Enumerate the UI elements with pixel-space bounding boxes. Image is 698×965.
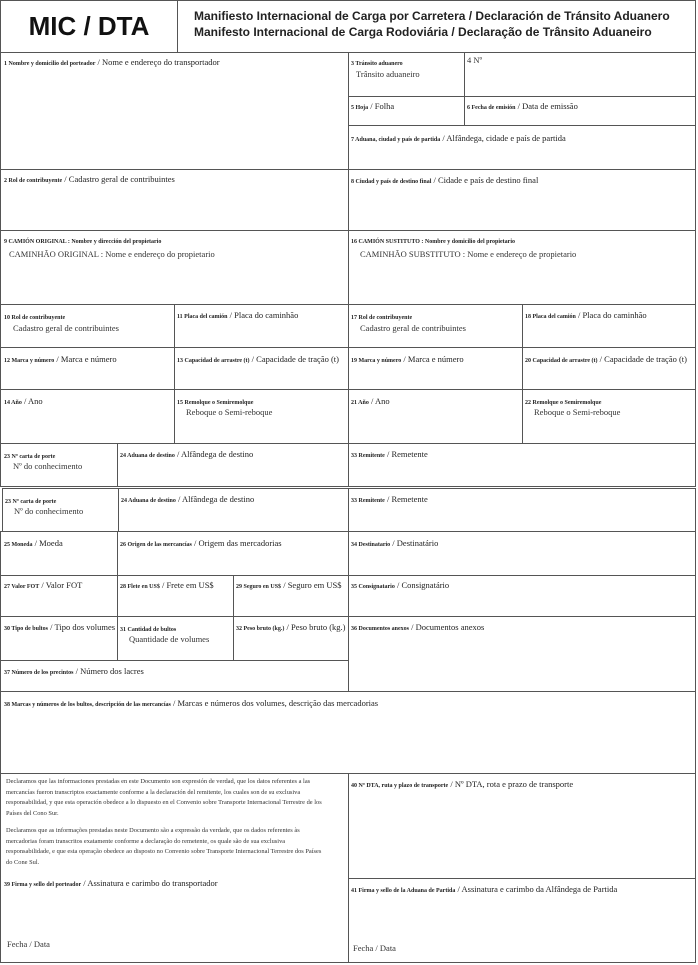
field-15-label: 15 Remolque o Semiremolque — [177, 400, 254, 406]
field-6-box[interactable] — [464, 96, 696, 126]
field-2-box[interactable] — [0, 169, 349, 231]
field-33-label: 33 Remitente / Remetente — [351, 449, 428, 459]
field-14-box[interactable] — [0, 389, 175, 444]
field-39-box[interactable] — [0, 773, 349, 963]
field-4-box[interactable] — [464, 52, 696, 97]
field-23b-label: 23 Nº carta de porte — [5, 499, 57, 505]
field-29-box[interactable] — [233, 575, 349, 617]
field-23-sub: Nº do conhecimento — [13, 461, 83, 471]
field-5-box[interactable] — [348, 96, 465, 126]
field-35-label: 35 Consignatario / Consignatário — [351, 580, 450, 590]
field-16-sub: CAMINHÃO SUBSTITUTO : Nome e endereço de propietario — [360, 249, 577, 259]
field-34-label: 34 Destinatario / Destinatário — [351, 538, 439, 548]
field-23-box[interactable] — [0, 443, 118, 487]
field-25-label: 25 Moneda / Moeda — [4, 538, 63, 548]
field-37-label: 37 Número de los precintos / Número dos lacres — [4, 666, 144, 676]
field-31-label: 31 Cantidad de bultos — [120, 627, 177, 633]
field-10-label: 10 Rol de contribuyente — [4, 315, 66, 321]
field-40-box[interactable] — [348, 773, 696, 879]
field-28-box[interactable] — [117, 575, 234, 617]
field-9-box[interactable] — [0, 230, 349, 305]
field-39-label: 39 Firma y sello del porteador / Assinatura e carimbo do transportador — [4, 878, 218, 888]
field-1-box[interactable] — [0, 52, 349, 170]
field-5-label: 5 Hoja / Folha — [351, 101, 395, 111]
field-19-label: 19 Marca y número / Marca e número — [351, 354, 464, 364]
field-17-label: 17 Rol de contribuyente — [351, 315, 413, 321]
field-20-label: 20 Capacidad de arrastre (t) / Capacidade de tração (t) — [525, 354, 687, 364]
field-18-label: 18 Placa del camión / Placa do caminhão — [525, 310, 647, 320]
field-3-box[interactable] — [348, 52, 465, 97]
field-24-box[interactable] — [117, 443, 349, 487]
field-23b-sub: Nº do conhecimento — [14, 506, 84, 516]
declaration-pt: Declaramos que as informações prestadas neste Documento são a expressão da verdade, que os dados referentes às mercadorias foram transcritos exatamente conforme a declaração do remetente, os quale são de sua exclusiva responsabilidade, e que esta operação obedece ao disposto no Convenio sobre Transporte Internacional Terrestre dos Países do Cone Sul. — [6, 827, 322, 866]
field-8-box[interactable] — [348, 169, 696, 231]
field-9-label: 9 CAMIÓN ORIGINAL : Nombre y dirección del propietario — [4, 239, 162, 245]
field-17-sub: Cadastro geral de contribuintes — [360, 323, 466, 333]
field-12-box[interactable] — [0, 347, 175, 390]
field-32-box[interactable] — [233, 616, 349, 661]
doc-code-title: MIC / DTA — [0, 0, 178, 53]
field-2-label: 2 Rol de contribuyente / Cadastro geral de contribuintes — [4, 174, 175, 184]
field-33b-label: 33 Remitente / Remetente — [351, 494, 428, 504]
field-27-label: 27 Valor FOT / Valor FOT — [4, 580, 83, 590]
field-13-box[interactable] — [174, 347, 349, 390]
field-30-label: 30 Tipo de bultos / Tipo dos volumes — [4, 622, 116, 632]
fecha-label-right: Fecha / Data — [353, 943, 396, 953]
field-32-label: 32 Peso bruto (kg.) / Peso bruto (kg.) — [236, 622, 346, 632]
field-26-box[interactable] — [117, 531, 349, 576]
field-27-box[interactable] — [0, 575, 118, 617]
field-28-label: 28 Flete en US$ / Frete em US$ — [120, 580, 214, 590]
field-7-label: 7 Aduana, ciudad y país de partida / Alfândega, cidade e país de partida — [351, 133, 566, 143]
field-12-label: 12 Marca y número / Marca e número — [4, 354, 117, 364]
field-9-sub: CAMINHÃO ORIGINAL : Nome e endereço do propietario — [9, 249, 215, 259]
field-13-label: 13 Capacidad de arrastre (t) / Capacidade de tração (t) — [177, 354, 339, 364]
field-16-box[interactable] — [348, 230, 696, 305]
field-33b-box[interactable] — [348, 488, 696, 532]
field-31-sub: Quantidade de volumes — [129, 634, 210, 644]
field-8-label: 8 Ciudad y país de destino final / Cidade e país de destino final — [351, 175, 539, 185]
field-30-box[interactable] — [0, 616, 118, 661]
field-24b-box[interactable] — [118, 488, 349, 532]
field-20-box[interactable] — [522, 347, 696, 390]
field-38-label: 38 Marcas y números de los bultos, descripción de las mercancías / Marcas e números dos volumes, descrição das mercadorias — [4, 698, 379, 708]
field-24b-label: 24 Aduana de destino / Alfândega de destino — [121, 494, 255, 504]
field-10-sub: Cadastro geral de contribuintes — [13, 323, 119, 333]
field-15-sub: Reboque o Semi-reboque — [186, 407, 273, 417]
field-22-sub: Reboque o Semi-reboque — [534, 407, 621, 417]
field-41-label: 41 Firma y sello de la Aduana de Partida / Assinatura e carimbo da Alfândega de Partida — [351, 884, 618, 894]
field-11-box[interactable] — [174, 304, 349, 348]
field-3-label: 3 Tránsito aduanero — [351, 61, 403, 67]
fecha-label-left: Fecha / Data — [7, 939, 50, 949]
title-es: Manifiesto Internacional de Carga por Carretera / Declaración de Tránsito Aduanero — [194, 9, 670, 23]
field-17-box[interactable] — [348, 304, 523, 348]
field-1-label: 1 Nombre y domicilio del porteador / Nome e endereço do transportador — [4, 57, 220, 67]
field-14-label: 14 Año / Ano — [4, 396, 43, 406]
field-10-box[interactable] — [0, 304, 175, 348]
field-23-label: 23 Nº carta de porte — [4, 454, 56, 460]
field-23b-box[interactable] — [2, 488, 119, 532]
field-18-box[interactable] — [522, 304, 696, 348]
field-19-box[interactable] — [348, 347, 523, 390]
field-29-label: 29 Seguro en US$ / Seguro em US$ — [236, 580, 342, 590]
field-25-box[interactable] — [0, 531, 118, 576]
field-22-label: 22 Remolque o Semiremolque — [525, 400, 602, 406]
field-4-label: 4 Nº — [467, 55, 483, 65]
field-40-label: 40 Nº DTA, ruta y plazo de transporte / Nº DTA, rota e prazo de transporte — [351, 779, 574, 789]
field-11-label: 11 Placa del camión / Placa do caminhão — [177, 310, 299, 320]
field-7-box[interactable] — [348, 125, 696, 170]
field-3-sub: Trânsito aduaneiro — [356, 69, 420, 79]
field-15-box[interactable] — [174, 389, 349, 444]
field-37-box[interactable] — [0, 660, 349, 692]
header-titles — [177, 0, 696, 53]
field-16-label: 16 CAMIÓN SUSTITUTO : Nombre y domicilio del propietario — [351, 239, 516, 245]
field-31-box[interactable] — [117, 616, 234, 661]
field-6-label: 6 Fecha de emisión / Data de emissão — [467, 101, 578, 111]
title-pt: Manifesto Internacional de Carga Rodoviária / Declaração de Trânsito Aduaneiro — [194, 25, 652, 39]
declaration-es: Declaramos que las informaciones prestadas en este Documento son expresión de verdad, que los datos referentes a las mercancías fueron transcriptos exactamente conforme a la declaración del remitente, los cuales son de su exclusiva responsabilidad, y que esta operación obedece a lo dispuesto en el Convenio sobre Transporte Internacional Terrestre de los Países del Cono Sur. — [6, 778, 322, 817]
field-33-box[interactable] — [348, 443, 696, 487]
field-35-box[interactable] — [348, 575, 696, 617]
field-21-box[interactable] — [348, 389, 523, 444]
field-24-label: 24 Aduana de destino / Alfândega de destino — [120, 449, 254, 459]
field-38-box[interactable] — [0, 691, 696, 774]
field-34-box[interactable] — [348, 531, 696, 576]
field-41-box[interactable] — [348, 878, 696, 963]
field-36-box[interactable] — [348, 616, 696, 692]
field-22-box[interactable] — [522, 389, 696, 444]
field-36-label: 36 Documentos anexos / Documentos anexos — [351, 622, 485, 632]
field-26-label: 26 Origen de las mercancías / Origem das mercadorias — [120, 538, 282, 548]
field-21-label: 21 Año / Ano — [351, 396, 390, 406]
